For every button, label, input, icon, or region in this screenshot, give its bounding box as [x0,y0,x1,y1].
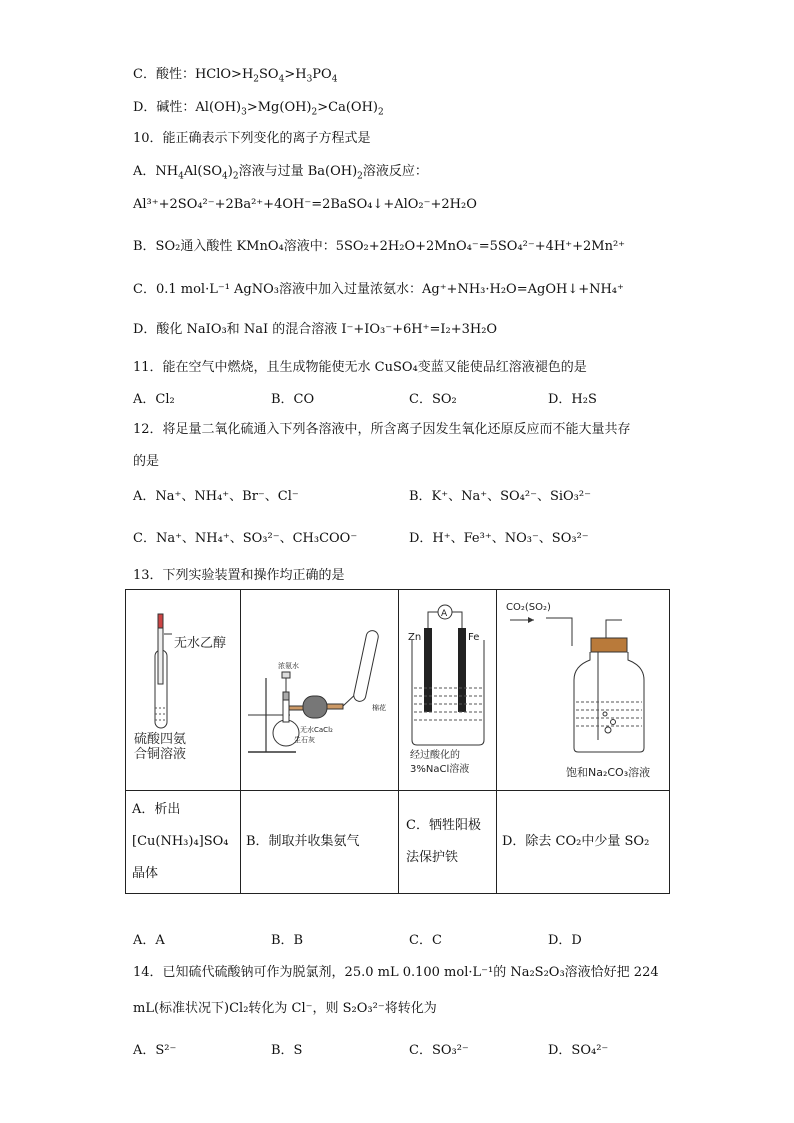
figure-a-test-tube [126,590,240,790]
q13-stem: 13．下列实验装置和操作均正确的是 [133,568,345,583]
cell-a: A．析出 [Cu(NH₃)₄]SO₄ 晶体 [132,802,229,881]
cell-d: D．除去 CO₂中少量 SO₂ [502,834,650,849]
q14-option-c: C．SO₃²⁻ [409,1043,469,1058]
q9-option-c: C．酸性：$HClO>H_2SO_4>H_3PO_4$ [133,67,338,85]
q12-option-a: A．Na⁺、NH₄⁺、Br⁻、Cl⁻ [133,489,299,504]
q14-option-d: D．SO₄²⁻ [548,1043,609,1058]
figure-d-caption: 饱和Na₂CO₃溶液 [566,766,651,779]
figure-a-bottom-label-2: 合铜溶液 [134,747,187,762]
q13-option-c: C．C [409,933,442,948]
q12-option-c: C．Na⁺、NH₄⁺、SO₃²⁻、CH₃COO⁻ [133,531,358,546]
cell-b: B．制取并收集氨气 [246,834,360,849]
figure-b-label-cacl2: 无水CaCl₂ [300,726,333,734]
q12-stem-line1: 12．将足量二氧化硫通入下列各溶液中，所含离子因发生氧化还原反应而不能大量共存 [133,422,631,437]
q13-option-b: B．B [271,933,304,948]
q14-option-b: B．S [271,1043,303,1058]
q10-stem: 10．能正确表示下列变化的离子方程式是 [133,131,371,146]
q9-option-d: D．碱性：$Al(OH)_3>Mg(OH)_2>Ca(OH)_2$ [133,100,384,118]
q12-option-d: D．H⁺、Fe³⁺、NO₃⁻、SO₃²⁻ [409,531,589,546]
figure-c-fe-label: Fe [468,632,480,643]
q11-option-a: A．Cl₂ [133,392,175,407]
q12-stem-line2: 的是 [133,454,160,469]
figure-b-ammonia-setup [240,590,398,790]
cell-c: C．牺牲阳极 法保护铁 [406,818,481,865]
figure-b-label-ammonia: 浓氨水 [278,662,299,670]
figure-b-label-quicklime: 生石灰 [294,736,315,744]
figure-c-meter-label: A [441,609,448,619]
figure-a-bottom-label-1: 硫酸四氨 [134,732,187,747]
q14-stem-line1: 14．已知硫代硫酸钠可作为脱氯剂，25.0 mL 0.100 mol·L⁻¹的 Na₂S₂O₃溶液恰好把 224 [133,965,659,980]
q11-stem: 11．能在空气中燃烧，且生成物能使无水 CuSO₄变蓝又能使品红溶液褪色的是 [133,360,587,375]
figure-c-caption-2: 3%NaCl溶液 [410,764,470,775]
q10-option-d: D．酸化 NaIO₃和 NaI 的混合溶液 I⁻+IO₃⁻+6H⁺=I₂+3H₂O [133,322,498,337]
q11-option-d: D．H₂S [548,392,597,407]
q10-option-a-equation: Al³⁺+2SO₄²⁻+2Ba²⁺+4OH⁻=2BaSO₄↓+AlO₂⁻+2H₂O [133,197,477,212]
figure-c-zn-label: Zn [408,632,422,643]
q12-option-b: B．K⁺、Na⁺、SO₄²⁻、SiO₃²⁻ [409,489,591,504]
figure-b-label-cotton: 棉花 [372,704,386,712]
figure-c-galvanic-cell [398,590,496,790]
q10-option-c: C．0.1 mol·L⁻¹ AgNO₃溶液中加入过量浓氨水：Ag⁺+NH₃·H₂O=AgOH↓+NH₄⁺ [133,282,624,297]
figure-c-caption-1: 经过酸化的 [410,750,460,761]
q14-stem-line2: mL(标准状况下)Cl₂转化为 Cl⁻，则 S₂O₃²⁻将转化为 [133,1001,437,1016]
figure-a-top-label: 无水乙醇 [174,636,227,651]
q10-option-a: A．$NH_4Al(SO_4)_2$溶液与过量 $Ba(OH)_2$溶液反应： [133,164,428,182]
q11-option-c: C．SO₂ [409,392,457,407]
figure-d-gas-washing-bottle [496,590,668,790]
q13-apparatus-table [125,589,670,894]
q11-option-b: B．CO [271,392,315,407]
q10-option-b: B．SO₂通入酸性 KMnO₄溶液中：5SO₂+2H₂O+2MnO₄⁻=5SO₄²⁻+4H⁺+2Mn²⁺ [133,239,626,254]
figure-d-gas-label: CO₂(SO₂) [506,602,551,613]
q13-option-d: D．D [548,933,582,948]
q14-option-a: A．S²⁻ [133,1043,177,1058]
q13-option-a: A．A [133,933,165,948]
